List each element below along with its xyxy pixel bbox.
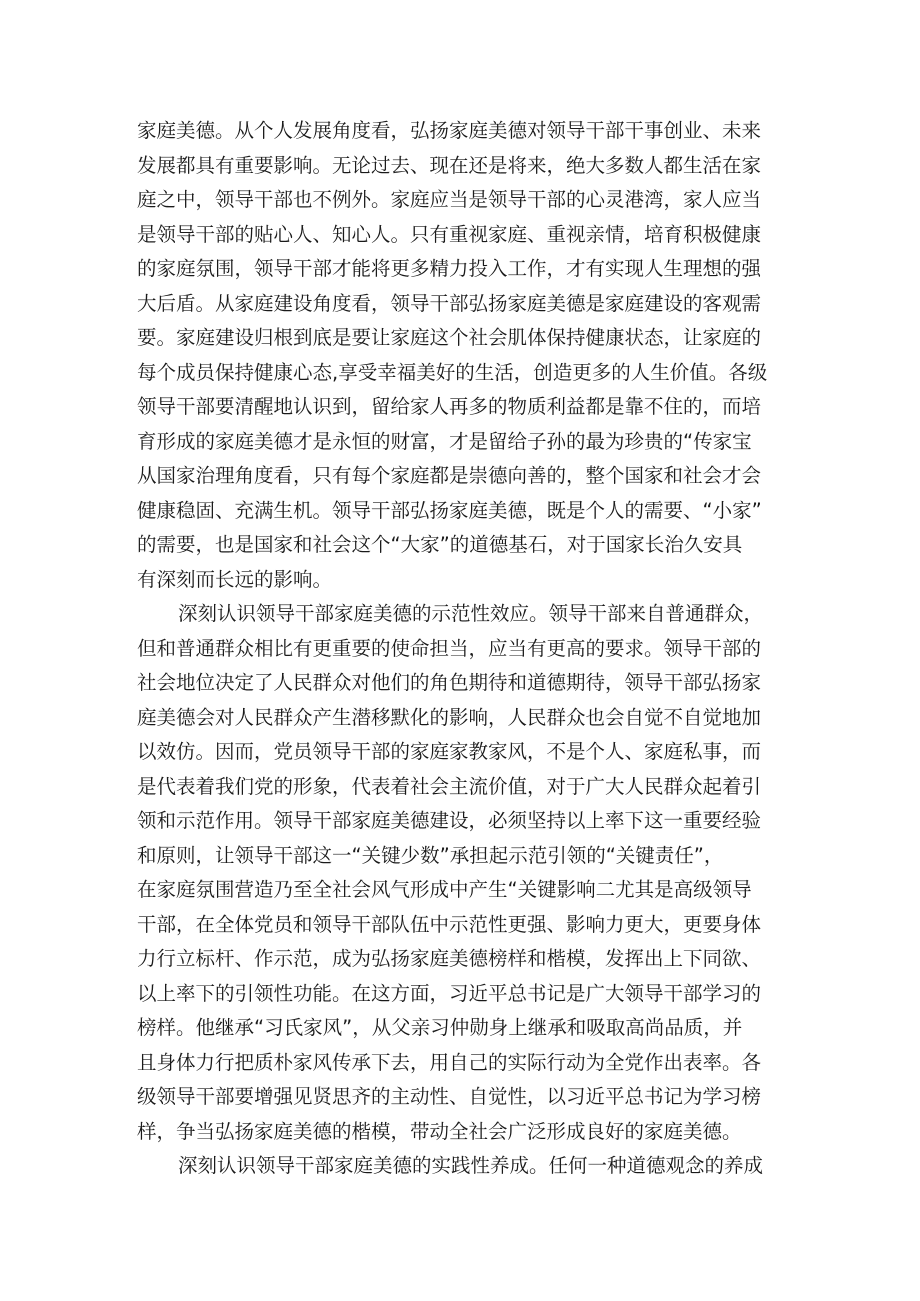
text-line: 每个成员保持健康心态,享受幸福美好的生活，创造更多的人生价值。各级 — [137, 360, 768, 384]
text-line: 以上率下的引领性功能。在这方面，习近平总书记是广大领导干部学习的 — [137, 981, 762, 1005]
text-line: 样，争当弘扬家庭美德的楷模，带动全社会广泛形成良好的家庭美德。 — [137, 1119, 742, 1143]
text-line: 级领导干部要增强见贤思齐的主动性、自觉性，以习近平总书记为学习榜 — [137, 1085, 762, 1108]
text-line: 在家庭氛围营造乃至全社会风气形成中产生“关键影响二尤其是高级领导 — [137, 878, 752, 901]
text-line: 但和普通群众相比有更重要的使命担当，应当有更高的要求。领导干部的 — [137, 636, 762, 660]
text-line: 家庭美德。从个人发展角度看，弘扬家庭美德对领导干部干事创业、未来 — [137, 119, 762, 142]
text-line: 以效仿。因而，党员领导干部的家庭家教家风，不是个人、家庭私事，而 — [137, 740, 762, 763]
text-line: 从国家治理角度看，只有每个家庭都是崇德向善的，整个国家和社会才会 — [137, 464, 762, 487]
text-line: 领和示范作用。领导干部家庭美德建设，必须坚持以上率下这一重要经验 — [137, 809, 762, 832]
text-line: 领导干部要清醒地认识到，留给家人再多的物质利益都是靠不住的，而培 — [137, 395, 762, 418]
text-line: 和原则，让领导干部这一“关键少数”承担起示范引领的“关键责任”， — [137, 843, 724, 867]
text-line: 榜样。他继承“习氏家风”，从父亲习仲勋身上继承和吸取高尚品质，并 — [137, 1016, 743, 1039]
text-line: 力行立标杆、作示范，成为弘扬家庭美德榜样和楷模，发挥出上下同欲、 — [137, 947, 762, 970]
text-line: 健康稳固、充满生机。领导干部弘扬家庭美德，既是个人的需要、“小家” — [137, 498, 762, 522]
paragraph-first-line: 深刻认识领导干部家庭美德的实践性养成。任何一种道德观念的养成 — [178, 1154, 764, 1177]
text-line: 发展都具有重要影响。无论过去、现在还是将来，绝大多数人都生活在家 — [137, 153, 762, 177]
document-body — [137, 114, 789, 1184]
text-line: 庭美德会对人民群众产生潜移默化的影响，人民群众也会自觉不自觉地加 — [137, 705, 762, 729]
text-line: 有深刻而长远的影响。 — [137, 567, 333, 591]
text-line: 育形成的家庭美德才是永恒的财富，才是留给子孙的最为珍贵的“传家宝 — [137, 429, 752, 453]
text-line: 是代表着我们党的形象，代表着社会主流价值，对于广大人民群众起着引 — [137, 774, 762, 798]
text-line: 的家庭氛围，领导干部才能将更多精力投入工作，才有实现人生理想的强 — [137, 257, 762, 280]
paragraph-first-line: 深刻认识领导干部家庭美德的示范性效应。领导干部来自普通群众， — [178, 602, 764, 625]
text-line: 要。家庭建设归根到底是要让家庭这个社会肌体保持健康状态，让家庭的 — [137, 326, 762, 349]
text-line: 庭之中，领导干部也不例外。家庭应当是领导干部的心灵港湾，家人应当 — [137, 188, 762, 211]
text-line: 干部，在全体党员和领导干部队伍中示范性更强、影响力更大，更要身体 — [137, 912, 762, 936]
text-line: 是领导干部的贴心人、知心人。只有重视家庭、重视亲情，培育积极健康 — [137, 222, 762, 246]
text-line: 大后盾。从家庭建设角度看，领导干部弘扬家庭美德是家庭建设的客观需 — [137, 291, 762, 315]
text-line: 社会地位决定了人民群众对他们的角色期待和道德期待，领导干部弘扬家 — [137, 671, 762, 694]
text-line: 的需要，也是国家和社会这个“大家”的道德基石，对于国家长治久安具 — [137, 533, 743, 556]
text-line: 且身体力行把质朴家风传承下去，用自己的实际行动为全党作出表率。各 — [137, 1050, 762, 1074]
